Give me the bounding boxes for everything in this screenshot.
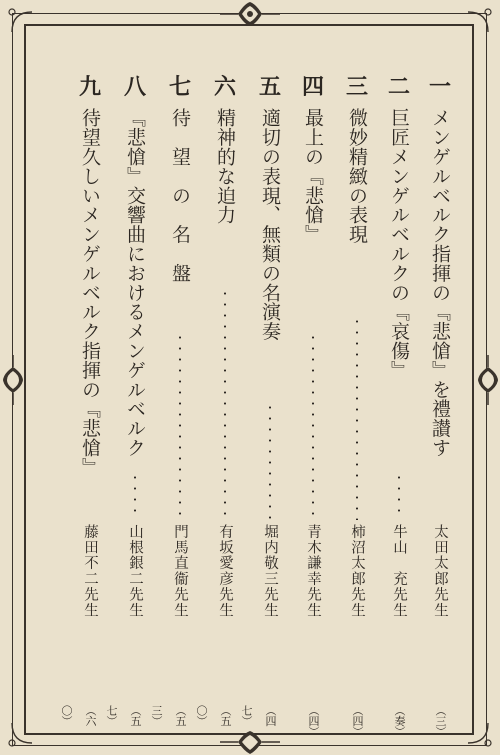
leader-dots bbox=[438, 517, 442, 521]
entry-page-number: （六〇） bbox=[60, 705, 97, 726]
leader-dots bbox=[178, 332, 182, 520]
leader-dots bbox=[268, 402, 272, 520]
entry-author: 堀内敬三先生 bbox=[262, 524, 278, 619]
leader-dots bbox=[223, 288, 227, 520]
entry-page-number: （四） bbox=[307, 705, 320, 737]
entry-title: 待望久しいメンゲルベルク指揮の『悲愴』 bbox=[79, 108, 101, 477]
entry-number: 三 bbox=[345, 75, 368, 100]
top-ornament-icon bbox=[220, 0, 280, 28]
entry-title: 精神的な迫力 bbox=[214, 108, 236, 225]
corner-flourish-icon bbox=[466, 721, 496, 751]
entry-title: メンゲルベルク指揮の『悲愴』を禮讃す bbox=[429, 108, 451, 458]
entry-author: 藤田不二先生 bbox=[82, 524, 98, 619]
entry-number: 八 bbox=[123, 75, 146, 100]
toc-entry-2[interactable] bbox=[383, 72, 415, 737]
entry-number: 一 bbox=[428, 75, 451, 100]
corner-flourish-icon bbox=[4, 721, 34, 751]
leader-dots bbox=[397, 472, 401, 520]
toc-entry-7[interactable] bbox=[150, 72, 196, 726]
entry-author: 山根銀二先生 bbox=[127, 524, 143, 619]
entry-author: 青木謙幸先生 bbox=[305, 524, 321, 619]
leader-dots bbox=[133, 472, 137, 520]
toc-entry-5[interactable] bbox=[240, 72, 286, 726]
entry-author: 太田太郎先生 bbox=[432, 524, 448, 619]
entry-title: 適切の表現、無類の名演奏 bbox=[259, 108, 281, 341]
entry-author: 有坂愛彦先生 bbox=[217, 524, 233, 619]
leader-dots bbox=[311, 332, 315, 520]
toc-entry-1[interactable] bbox=[424, 72, 456, 737]
toc-entry-3[interactable] bbox=[341, 72, 373, 737]
entry-page-number: （三） bbox=[434, 705, 447, 737]
corner-flourish-icon bbox=[466, 4, 496, 34]
entry-page-number: （四七） bbox=[240, 705, 277, 726]
leader-dots bbox=[355, 316, 359, 520]
left-ornament-icon bbox=[2, 355, 24, 405]
entry-page-number: （五〇） bbox=[195, 705, 232, 726]
entry-author: 門馬直衞先生 bbox=[172, 524, 188, 619]
entry-title: 『悲愴』交響曲におけるメンゲルベルク bbox=[124, 108, 146, 458]
toc-entry-4[interactable] bbox=[297, 72, 329, 737]
entry-author: 牛山 充先生 bbox=[391, 524, 407, 619]
toc-entry-8[interactable] bbox=[105, 72, 151, 726]
entry-page-number: （五七） bbox=[105, 705, 142, 726]
toc-entry-9[interactable] bbox=[60, 72, 106, 726]
entry-page-number: （奏） bbox=[393, 705, 406, 737]
entry-number: 六 bbox=[213, 75, 236, 100]
entry-page-number: （四） bbox=[351, 705, 364, 737]
entry-title: 最上の『悲愴』 bbox=[302, 108, 324, 244]
toc-entry-6[interactable] bbox=[195, 72, 241, 726]
entry-page-number: （五三） bbox=[150, 705, 187, 726]
entry-number: 二 bbox=[387, 75, 410, 100]
entry-number: 七 bbox=[168, 75, 191, 100]
entry-number: 五 bbox=[258, 75, 281, 100]
leader-dots bbox=[88, 517, 92, 521]
entry-title: 巨匠メンゲルベルクの『哀傷』 bbox=[388, 108, 410, 380]
entry-number: 九 bbox=[78, 75, 101, 100]
entry-author: 柿沼太郎先生 bbox=[349, 524, 365, 619]
entry-title: 微妙精緻の表現 bbox=[346, 108, 368, 244]
corner-flourish-icon bbox=[4, 4, 34, 34]
bottom-ornament-icon bbox=[220, 730, 280, 755]
entry-number: 四 bbox=[301, 75, 324, 100]
right-ornament-icon bbox=[477, 355, 499, 405]
entry-title: 待 望 の 名 盤 bbox=[169, 108, 191, 283]
